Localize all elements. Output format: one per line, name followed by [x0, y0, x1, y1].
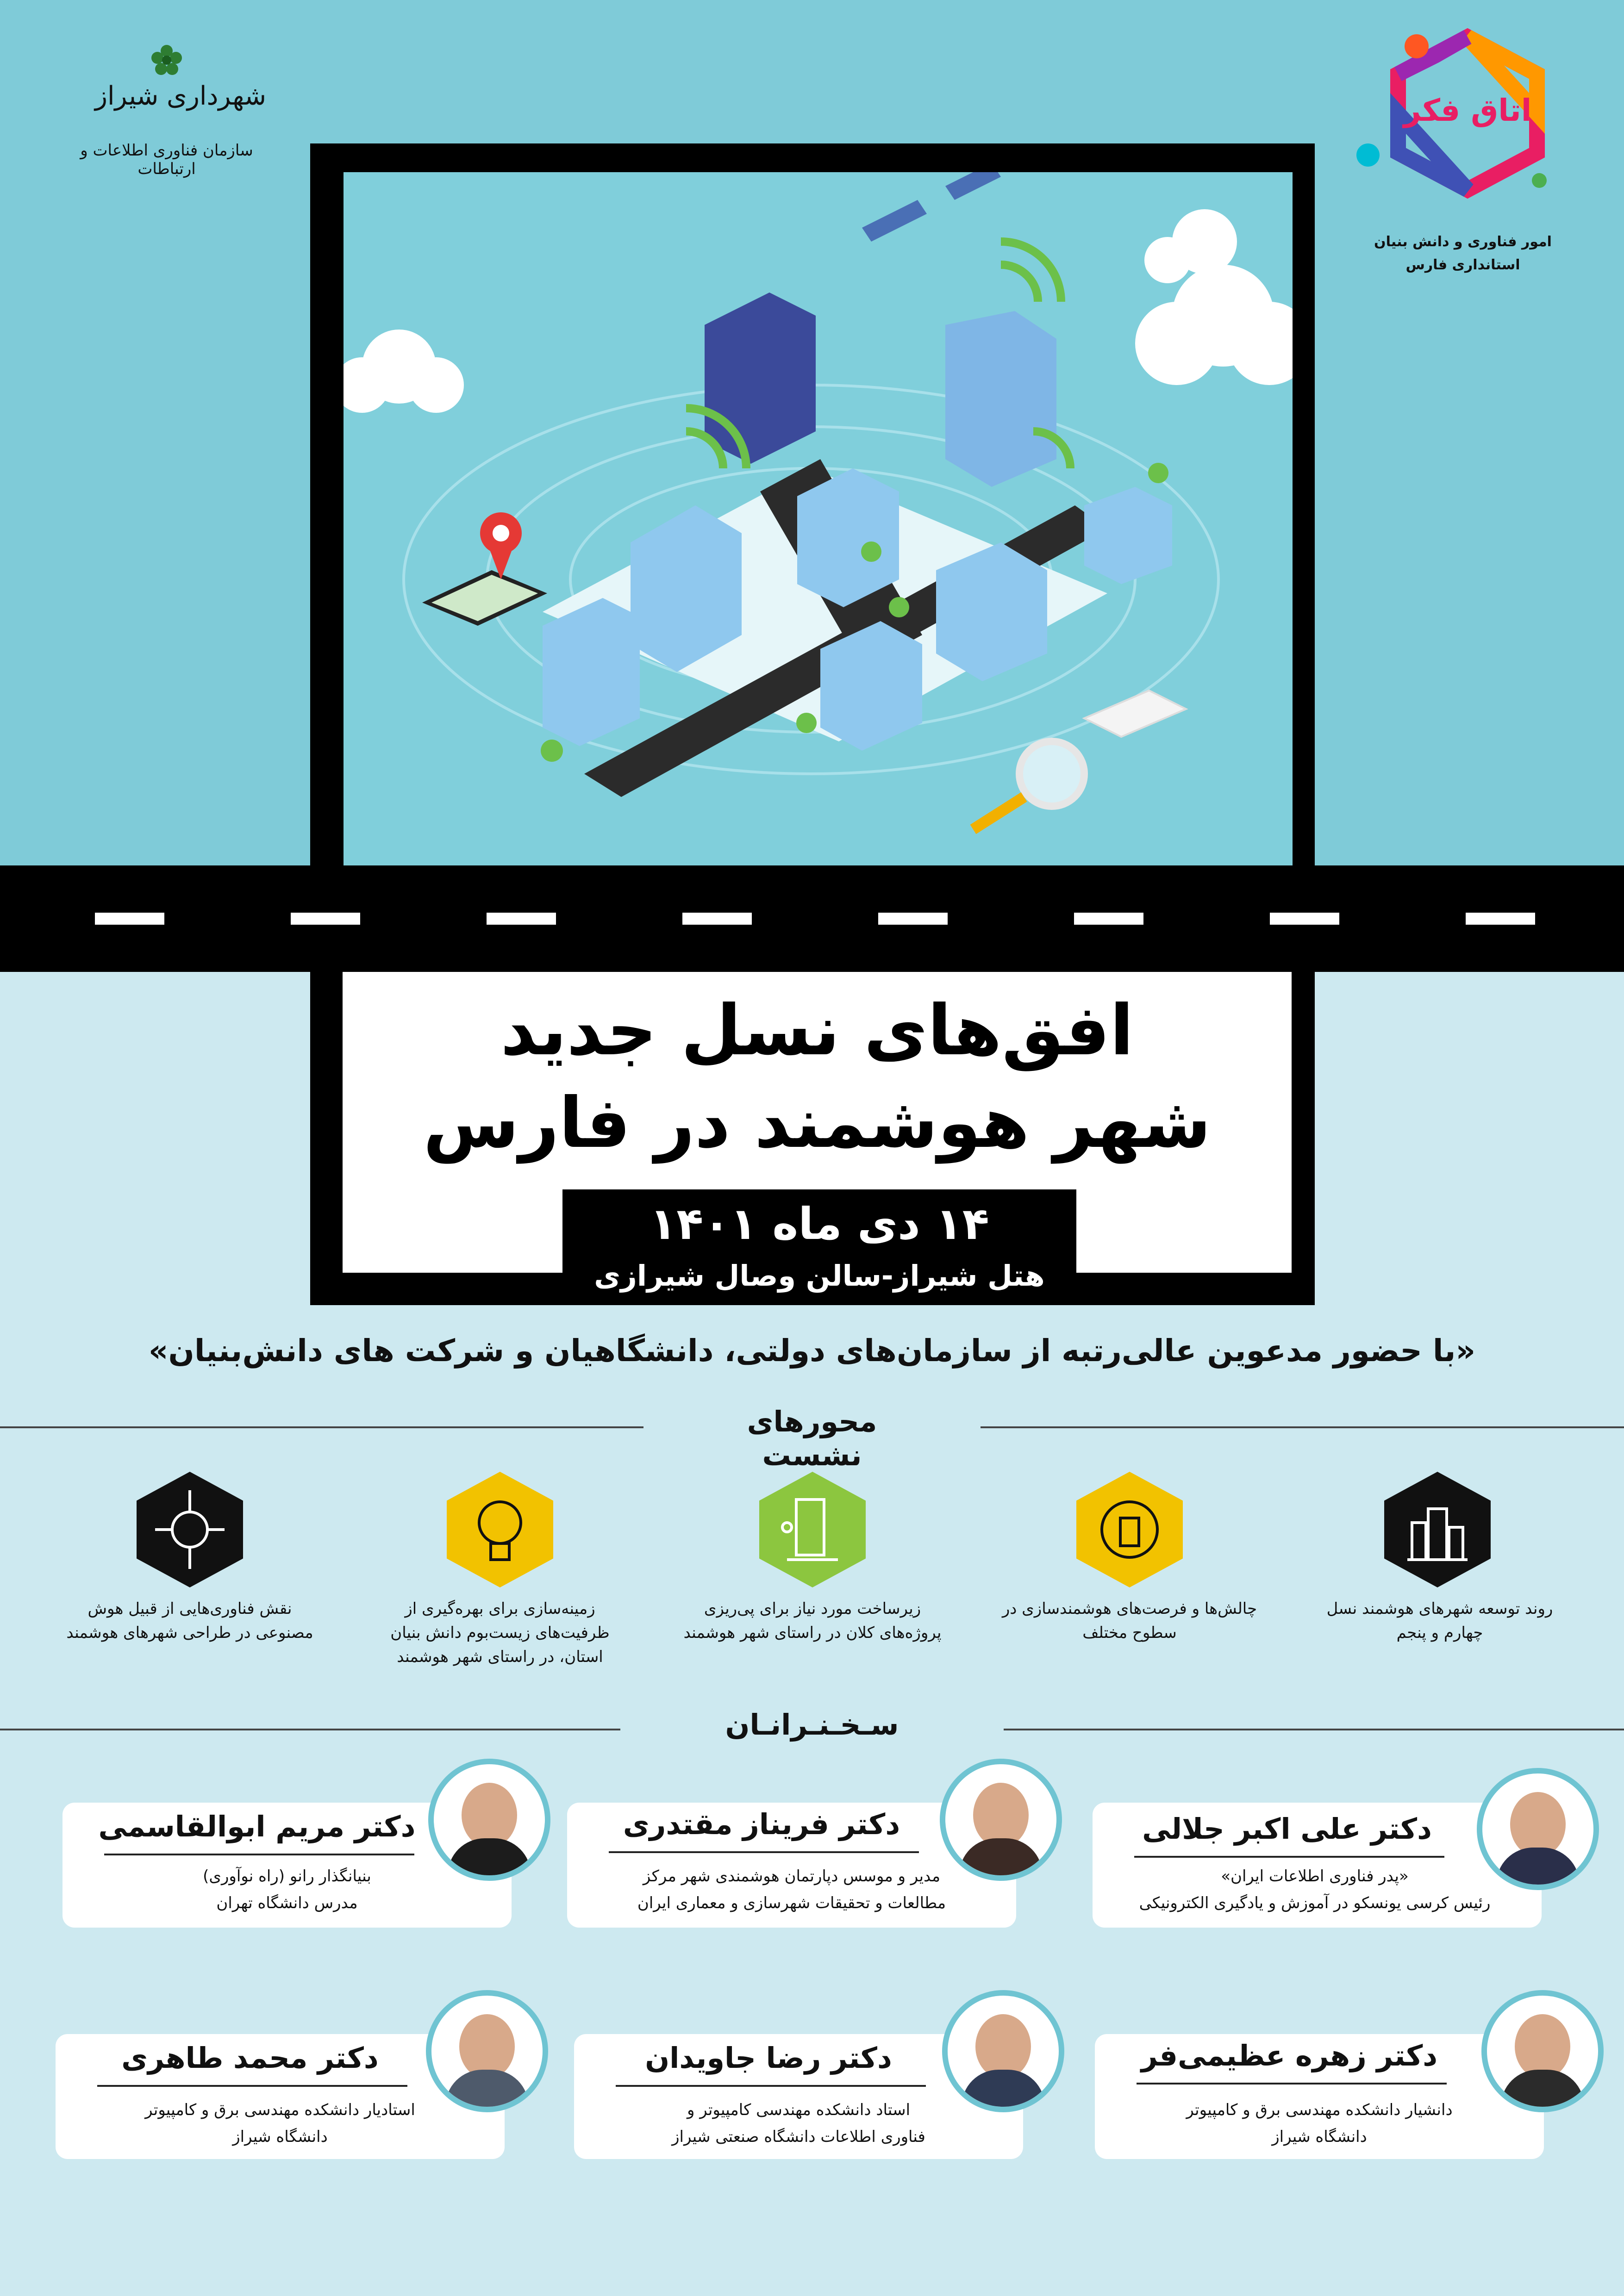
speaker-name: دکتر زهره عظیمی‌فر [1141, 2039, 1438, 2072]
name-underline [609, 1851, 919, 1853]
name-underline [1134, 1856, 1444, 1858]
topics-heading: محورهای نشست [747, 1405, 877, 1472]
road-dash [291, 913, 360, 925]
speaker-photo [1481, 1990, 1604, 2112]
speakers-heading: سـخـنـرانـان [725, 1708, 899, 1742]
speaker-role: «پدر فناوری اطلاعات ایران» [1221, 1867, 1409, 1885]
road-dash [487, 913, 556, 925]
road-dash [1074, 913, 1143, 925]
topic-text: زمینه‌سازی برای بهره‌گیری از ظرفیت‌های زیست‌بوم دانش بنیان استان، در راستای شهر هوشمند [390, 1599, 610, 1666]
speaker-photo [426, 1990, 548, 2112]
speaker-photo [942, 1990, 1064, 2112]
road-dash [878, 913, 948, 925]
event-title-line1: افق‌های نسل جدید [500, 990, 1134, 1071]
section-divider [0, 1729, 620, 1730]
speaker-name: دکتر فریناز مقتدری [623, 1807, 900, 1841]
event-date: ۱۴ دی ماه ۱۴۰۱ [650, 1199, 989, 1250]
section-divider [0, 1426, 643, 1428]
road-dash [1466, 913, 1535, 925]
flower-emblem-icon [150, 44, 183, 76]
event-title-line2: شهر هوشمند در فارس [423, 1083, 1211, 1164]
speaker-name: دکتر رضا جاویدان [645, 2041, 892, 2075]
road-dash [682, 913, 752, 925]
org-subtitle: سازمان فناوری اطلاعات و ارتباطات [80, 141, 253, 178]
name-underline [1137, 2083, 1447, 2084]
speaker-role: مدیر و موسس دپارتمان هوشمندی شهر مرکز [643, 1867, 941, 1885]
speaker-role: فناوری اطلاعات دانشگاه صنعتی شیراز [672, 2128, 925, 2146]
speaker-role: مطالعات و تحقیقات شهرسازی و معماری ایران [637, 1894, 946, 1912]
topic-text: زیرساخت مورد نیاز برای پی‌ریزی پروژه‌های کلان در راستای شهر هوشمند [683, 1599, 942, 1642]
speaker-role: مدرس دانشگاه تهران [216, 1894, 358, 1912]
smart-city-graphic [344, 172, 1293, 865]
speaker-role: بنیانگذار رانو (راه نوآوری) [203, 1867, 371, 1885]
topic-text: چالش‌ها و فرصت‌های هوشمندسازی در سطوح مختلف [1002, 1599, 1257, 1642]
shiraz-municipality-logo [60, 44, 273, 183]
section-divider [1004, 1729, 1624, 1730]
speaker-role: دانشگاه شیراز [232, 2128, 328, 2146]
road-dash [95, 913, 164, 925]
speaker-role: دانشگاه شیراز [1272, 2128, 1367, 2146]
topic-text: نقش فناوری‌هایی از قبیل هوش مصنوعی در طراحی شهرهای هوشمند [66, 1599, 313, 1642]
smart-city-illustration [344, 172, 1293, 865]
think-tank-name: اتاق فکر [1403, 93, 1532, 128]
speaker-name: دکتر مریم ابوالقاسمی [98, 1810, 416, 1843]
speaker-role: استاد دانشکده مهندسی کامپیوتر و [687, 2101, 911, 2119]
think-tank-line2: استانداری فارس [1405, 257, 1520, 273]
think-tank-dot-icon [1356, 143, 1380, 167]
name-underline [97, 2085, 407, 2087]
attendance-note: «با حضور مدعوین عالی‌رتبه از سازمان‌های دولتی، دانشگاهیان و شرکت های دانش‌بنیان» [148, 1333, 1476, 1369]
name-underline [104, 1854, 414, 1855]
think-tank-logo [1343, 28, 1583, 273]
road-divider [0, 865, 1624, 972]
speaker-role: رئیس کرسی یونسکو در آموزش و یادگیری الکترونیکی [1139, 1894, 1491, 1912]
think-tank-line1: امور فناوری و دانش بنیان [1374, 234, 1552, 250]
speaker-name: دکتر محمد طاهری [121, 2041, 379, 2075]
speaker-role: استادیار دانشکده مهندسی برق و کامپیوتر [145, 2101, 415, 2119]
road-dash [1270, 913, 1339, 925]
org-name: شهرداری شیراز [94, 81, 267, 111]
topic-text: روند توسعه شهرهای هوشمند نسل چهارم و پنجم [1326, 1599, 1553, 1642]
speaker-role: دانشیار دانشکده مهندسی برق و کامپیوتر [1186, 2101, 1453, 2119]
name-underline [616, 2085, 926, 2087]
section-divider [981, 1426, 1624, 1428]
speaker-name: دکتر علی اکبر جلالی [1142, 1812, 1432, 1846]
event-venue: هتل شیراز-سالن وصال شیرازی [594, 1259, 1045, 1293]
